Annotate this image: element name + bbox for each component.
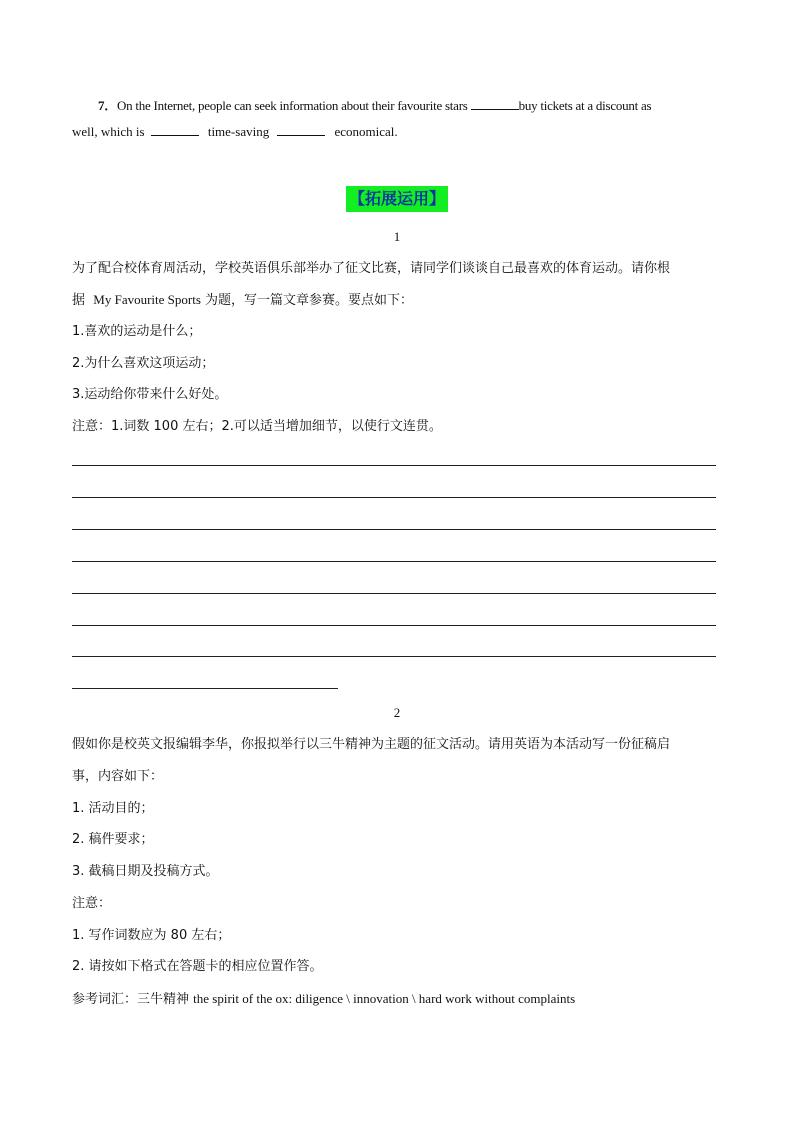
question-7 <box>72 93 724 145</box>
task-1-point-2: 2.为什么喜欢这项运动； <box>72 356 215 371</box>
task-1-prompt-line-2 <box>72 291 722 310</box>
question-7-text-part5: economical. <box>334 124 398 139</box>
task-2-note-2: 2. 请按如下格式在答题卡的相应位置作答。 <box>72 959 323 974</box>
writing-line[interactable] <box>72 497 716 498</box>
writing-line[interactable] <box>72 561 716 562</box>
writing-line[interactable] <box>72 625 716 626</box>
task-1-prompt-line-2-b: 为题，写一篇文章参赛。要点如下： <box>205 293 414 308</box>
section-heading-wrap <box>0 186 794 212</box>
task-2-vocab-label: 参考词汇：三牛精神 <box>72 992 190 1007</box>
task-2-vocab <box>72 990 722 1009</box>
writing-line[interactable] <box>72 656 716 657</box>
task-2-number: 2 <box>393 705 401 720</box>
task-1-essay-title: My Favourite Sports <box>93 292 201 307</box>
writing-line[interactable] <box>72 593 716 594</box>
question-7-text-part2: buy tickets at a discount as <box>518 98 652 113</box>
question-7-text-part4: time-saving <box>207 124 270 139</box>
section-heading: 【拓展运用】 <box>346 186 448 212</box>
answer-blank-2[interactable] <box>151 123 199 136</box>
task-2-note-1: 1. 写作词数应为 80 左右； <box>72 928 231 943</box>
task-2-note-label: 注意： <box>72 896 112 911</box>
task-1-prompt-line-1: 为了配合校体育周活动，学校英语俱乐部举办了征文比赛，请同学们谈谈自己最喜欢的体育运动。请你根 <box>72 261 671 276</box>
answer-blank-1[interactable] <box>471 97 519 110</box>
question-7-line-2 <box>72 119 724 145</box>
question-7-line-1 <box>72 93 724 119</box>
task-2-point-1: 1. 活动目的； <box>72 801 154 816</box>
task-1-point-3: 3.运动给你带来什么好处。 <box>72 387 228 402</box>
task-2-prompt-line-1: 假如你是校英文报编辑李华，你报拟举行以三牛精神为主题的征文活动。请用英语为本活动写一份征稿启 <box>72 737 671 752</box>
question-7-text-part1: On the Internet, people can seek information about their favourite stars <box>117 98 468 113</box>
task-2-prompt-line-2: 事，内容如下： <box>72 769 164 784</box>
writing-line-short[interactable] <box>72 688 338 689</box>
task-1-prompt-line-2-a: 据 <box>72 293 86 308</box>
task-1-note: 注意：1.词数 100 左右；2.可以适当增加细节，以使行文连贯。 <box>72 419 442 434</box>
question-7-text-part3: well, which is <box>72 124 145 139</box>
answer-blank-3[interactable] <box>277 123 325 136</box>
task-2-point-2: 2. 稿件要求； <box>72 832 154 847</box>
writing-line[interactable] <box>72 529 716 530</box>
writing-line[interactable] <box>72 465 716 466</box>
task-1-number: 1 <box>393 229 401 244</box>
question-number: 7． <box>98 98 118 113</box>
task-2-vocab-text: the spirit of the ox: diligence \ innovation \ hard work without complaints <box>193 991 576 1006</box>
task-2-point-3: 3. 截稿日期及投稿方式。 <box>72 864 219 879</box>
task-1-point-1: 1.喜欢的运动是什么； <box>72 324 202 339</box>
